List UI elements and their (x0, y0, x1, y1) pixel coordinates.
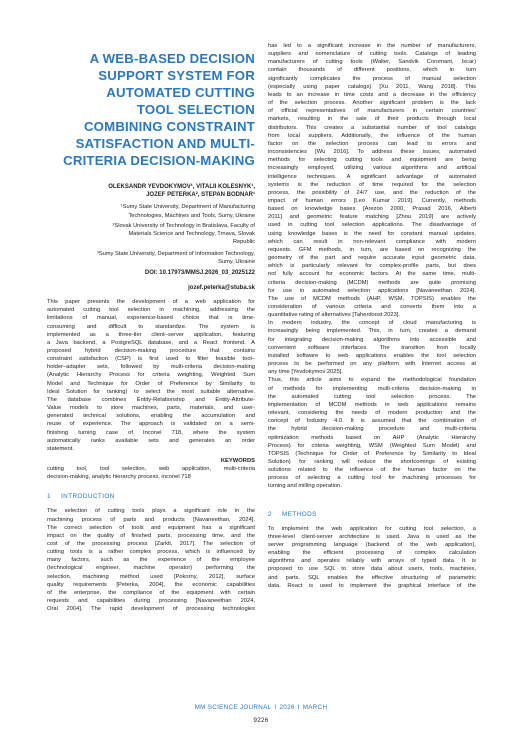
body-line: has led to a significant increase in the number of manufacturers, (268, 43, 476, 49)
right-paragraph-2 (268, 319, 476, 376)
body-line: enabling the efficient processing of complex calculation (268, 550, 476, 557)
affiliation-line: ³Sumy State University, Department of Information Technology, (96, 250, 255, 257)
body-line: turning and milling operation. (268, 483, 342, 490)
body-line: To implement the web application for cutting tool selection, a (268, 525, 476, 532)
title-line: TOOL SELECTION (136, 102, 255, 117)
abstract-line: statement. (47, 445, 74, 452)
right-paragraph-3 (268, 376, 476, 490)
body-line: which is particularly relevant for complex-profile parts, but does (268, 263, 476, 270)
body-line: and parts. SQL enables the effective structuring of parametric (268, 574, 476, 581)
body-line: leads to an increase in time costs and a decrease in the efficiency (268, 91, 476, 98)
abstract-line: (Analytic Hierarchy Process for criteria weighting, Weighted Sum (47, 372, 255, 379)
body-line: the hybrid decision-making procedure and multi-criteria (268, 426, 476, 433)
body-line: used in cutting tool selection applications. The disadvantage of (268, 222, 476, 229)
body-line: increasingly employed, utilizing various algorithms and artificial (268, 165, 476, 172)
affiliation-3 (47, 250, 255, 266)
body-line: requests and capabilities during processing [Navaneethan 2024, (47, 598, 255, 605)
body-line: markets, resulting in the sale of their products through local (268, 116, 476, 123)
affiliation-2 (47, 222, 255, 246)
body-line: using knowledge bases is the need for constant manual updates, (268, 230, 476, 237)
affiliation-line: Republic (232, 238, 255, 245)
body-line: The correct selection of tools and equipment has a significant (47, 524, 255, 531)
body-line: contain thousands of different positions, which in turn (268, 67, 476, 74)
abstract-line: reuse of experience. The approach is validated on a semi- (47, 421, 255, 428)
abstract-line: automated cutting tool selection in machining, addressing the (47, 307, 255, 314)
title-line: COMBINING CONSTRAINT (83, 119, 255, 134)
body-line: server programming language (backend of the web application), (268, 541, 476, 548)
abstract (47, 298, 255, 453)
body-line: criteria decision-making (MCDM) methods are quite promising (268, 279, 476, 286)
page-number: 9226 (253, 717, 269, 724)
body-line: significantly complicates the process of manual selection (268, 75, 476, 82)
body-line: installed software to web applications enables the tool selection (268, 352, 476, 359)
affiliation-line: Sumy, Ukraine (218, 258, 255, 265)
body-line: suppliers and nomenclature of cutting tools. Catalogs of leading (268, 51, 476, 58)
body-line: of methods for implementing multi-criteria decision-making in (268, 385, 476, 392)
section-heading-methods (268, 511, 476, 519)
body-line: for use in automated selection applications [Navaneethan 2024]. (268, 287, 476, 294)
affiliation-1 (47, 203, 255, 219)
journal-name: MM SCIENCE JOURNAL (194, 704, 272, 711)
affiliation-line: Materials Science and Technology, Trnava, Slovak (128, 230, 255, 237)
body-line: Solution) for ranking will reduce the shortcomings of existing (268, 458, 476, 465)
abstract-line: finishing turning case of Inconel 718, where the system (47, 429, 255, 436)
body-line: of the selection process. Another significant problem is the lack (268, 100, 476, 107)
body-line: geometry of the part and require accurate input geometric data, (268, 255, 476, 262)
body-line: machining process of parts and products [Navaneethan, 2024]. (47, 516, 255, 523)
abstract-line: constraint satisfaction (CSP) is first used to filter feasible tool– (47, 356, 255, 363)
title-line: SATISFACTION AND MULTI- (75, 136, 255, 151)
affiliation-line: ¹Sumy State University, Department of Manufacturing (120, 204, 255, 211)
body-line: data. React is used to implement the graphical interface of the (268, 582, 476, 589)
contact-email[interactable]: jozef.peterka@stuba.sk (188, 285, 255, 292)
body-line: (technological engineer, machine operator) performing the (47, 565, 255, 572)
body-line: process to be performed on any platform with Internet access at (268, 361, 476, 368)
affiliation-line: Technologies, Machines and Tools, Sumy, Ukraine (128, 212, 255, 219)
abstract-line: Ideal Solution for ranking) to select the most suitable alternative. (47, 388, 255, 395)
abstract-line: implemented as a three-tier client–server application, featuring (47, 331, 255, 338)
body-line: quality requirements [Peterka, 2004], the economic capabilities (47, 581, 255, 588)
journal-year: 2026 (279, 704, 295, 711)
keywords-line: cutting tool, tool selection, web application, multi-criteria (47, 466, 255, 473)
author-line: JOZEF PETERKA², STEPAN BODNAR¹ (146, 192, 255, 199)
section-number: 1 (47, 493, 51, 501)
body-line: The use of MCDM methods (AHP, WSM, TOPSIS) enables the (268, 295, 476, 302)
body-line: Process) for criteria weighting, WSM (Weighted Sum Model) and (268, 442, 476, 449)
section-title: INTRODUCTION (61, 493, 115, 501)
title-line: CRITERIA DECISION-MAKING (63, 153, 255, 168)
methods-paragraph (268, 525, 476, 590)
title-line: A WEB-BASED DECISION (89, 51, 255, 66)
body-line: quantitative rating of alternatives [Taherdoost 2023]. (268, 312, 401, 319)
body-line: The selection of cutting tools plays a significant role in the (47, 508, 255, 515)
body-line: cost of the processing process [Zarkti, 2017]. The selection of (47, 540, 255, 547)
affiliation-line: ²Slovak University of Technology in Bratislava, Faculty of (112, 222, 255, 229)
keywords-heading: KEYWORDS (220, 458, 255, 465)
body-line: consideration of various criteria and converts them into a (268, 304, 476, 310)
body-line: from local suppliers. Additionally, the influence of the human (268, 132, 476, 139)
abstract-line: automatically ranks available sets and generates an order (47, 437, 255, 444)
section-title: METHODS (282, 510, 317, 518)
abstract-line: consuming and difficult to standardize. The system is (47, 323, 255, 330)
body-line: not fully account for economic factors. At the same time, multi- (268, 271, 476, 278)
paper-title (47, 50, 255, 169)
body-line: factor on the selection process can lead to errors and (268, 140, 476, 147)
right-paragraph-1 (268, 42, 476, 319)
body-line: for integrating decision-making algorithms into accessible and (268, 336, 476, 343)
body-line: methods for selecting cutting tools and equipment are being (268, 157, 476, 164)
body-line: manufacturers of cutting tools (Walter, Sandvik Coromant, Iscar) (268, 59, 476, 66)
footer-separator: I (274, 704, 277, 711)
section-number: 2 (268, 510, 272, 518)
section-heading-introduction (47, 493, 255, 501)
body-line: implementation of MCDM methods in web applications remains (268, 401, 476, 408)
body-line: requests. GFM methods, in turn, are based on recognizing the (268, 246, 476, 253)
body-line: increasingly being implemented. This, in turn, creates a demand (268, 328, 476, 335)
abstract-line: a Java backend, a PostgreSQL database, and a React frontend. A (47, 339, 255, 346)
right-column (268, 42, 476, 590)
body-line: proposed to use SQL to store data about users, tools, machines, (268, 566, 476, 573)
body-line: relevant, considering the needs of modern production and the (268, 410, 476, 417)
body-line: which can result in non-relevant compliance with modern (268, 238, 476, 245)
left-column (47, 50, 255, 613)
body-line: convenient software interfaces. The transition from locally (268, 344, 476, 351)
abstract-line: limitations of manual, experience-based choice that is time- (47, 315, 255, 322)
body-line: of official representatives of manufacturers in certain countries' (268, 108, 476, 115)
title-line: AUTOMATED CUTTING (106, 85, 255, 100)
journal-footer (0, 704, 522, 711)
abstract-line: Model and Technique for Order of Preference by Similarity to (47, 380, 255, 387)
keywords-line: decision-making, analytic hierarchy process, inconel 718 (47, 474, 191, 481)
body-line: concept of Industry 4.0. It is assumed that the combination of (268, 418, 476, 425)
body-line: impact of human errors [Leo Kumar 2019]. Currently, methods (268, 197, 476, 204)
body-line: intelligence techniques. A significant advantage of automated (268, 173, 476, 180)
body-line: (especially using paper catalogs) [Xu 2011, Wang 2018]. This (268, 83, 476, 90)
author-list (47, 183, 255, 199)
abstract-line: holder–adapter sets, followed by multi-criteria decision-making (47, 364, 255, 371)
abstract-line: generated technical solutions, enabling the accumulation and (47, 413, 255, 420)
body-line: TOPSIS (Technique for Order of Preference by Similarity to Ideal (268, 450, 476, 457)
body-line: three-level client-server architecture is used. Java is used as the (268, 533, 476, 540)
body-line: impact on the quality of finished parts, processing time, and the (47, 532, 255, 539)
title-line: SUPPORT SYSTEM FOR (98, 68, 255, 83)
body-line: optimization methods based on AHP (Analytic Hierarchy (268, 434, 476, 441)
footer-separator: I (297, 704, 300, 711)
abstract-line: proposed hybrid decision-making procedure that contains (47, 348, 255, 354)
body-line: many factors, such as the experience of the employee (47, 557, 255, 564)
abstract-line: This paper presents the development of a web application for (47, 299, 255, 306)
body-line: Oral 2004]. The rapid development of processing technologies (47, 606, 255, 613)
body-line: solutions related to the influence of the human factor on the (268, 467, 476, 474)
abstract-line: The database combines Entity-Relationship and Entity-Attribute- (47, 396, 255, 403)
journal-month: MARCH (302, 704, 328, 711)
doi[interactable]: DOI: 10.17973/MMSJ.2026_03_2025122 (144, 270, 255, 277)
body-line: selection, machining method used [Pokorny, 2012], surface (47, 573, 255, 580)
body-line: inconsistencies [Wu 2016]. To address these issues, automated (268, 149, 476, 156)
keywords (47, 465, 255, 481)
introduction-paragraph (47, 507, 255, 613)
body-line: algorithms and operates reliably with arrays of typed data. It is (268, 558, 476, 565)
body-line: cutting tools is a rather complex process, which is influenced by (47, 549, 255, 556)
body-line: the automated cutting tool selection process. The (268, 393, 476, 400)
body-line: 2011] and geometric feature matching [Zhou 2019] are actively (268, 214, 476, 221)
body-line: of the enterprise, the compliance of the equipment with certain (47, 589, 255, 596)
body-line: In modern industry, the concept of cloud manufacturing is (268, 320, 476, 327)
body-line: process of selecting a cutting tool for machining processes for (268, 475, 476, 482)
body-line: process, the possibility of 24/7 use, and the reduction of the (268, 189, 476, 196)
body-line: Thus, this article aims to expand the methodological foundation (268, 377, 476, 384)
body-line: distributors. This creates a substantial number of tool catalogs (268, 124, 476, 131)
body-line: any time [Yevdokymov 2025]. (268, 369, 343, 376)
author-line: OLEKSANDR YEVDOKYMOV¹, VITALII KOLESNYK¹, (108, 184, 255, 190)
body-line: systems is the reduction of time required for the selection (268, 181, 476, 188)
body-line: based on knowledge bases [Arezoo 2000, Prasad 2016, Alberti (268, 206, 476, 213)
abstract-line: Value models to store machines, parts, materials, and user- (47, 405, 255, 412)
